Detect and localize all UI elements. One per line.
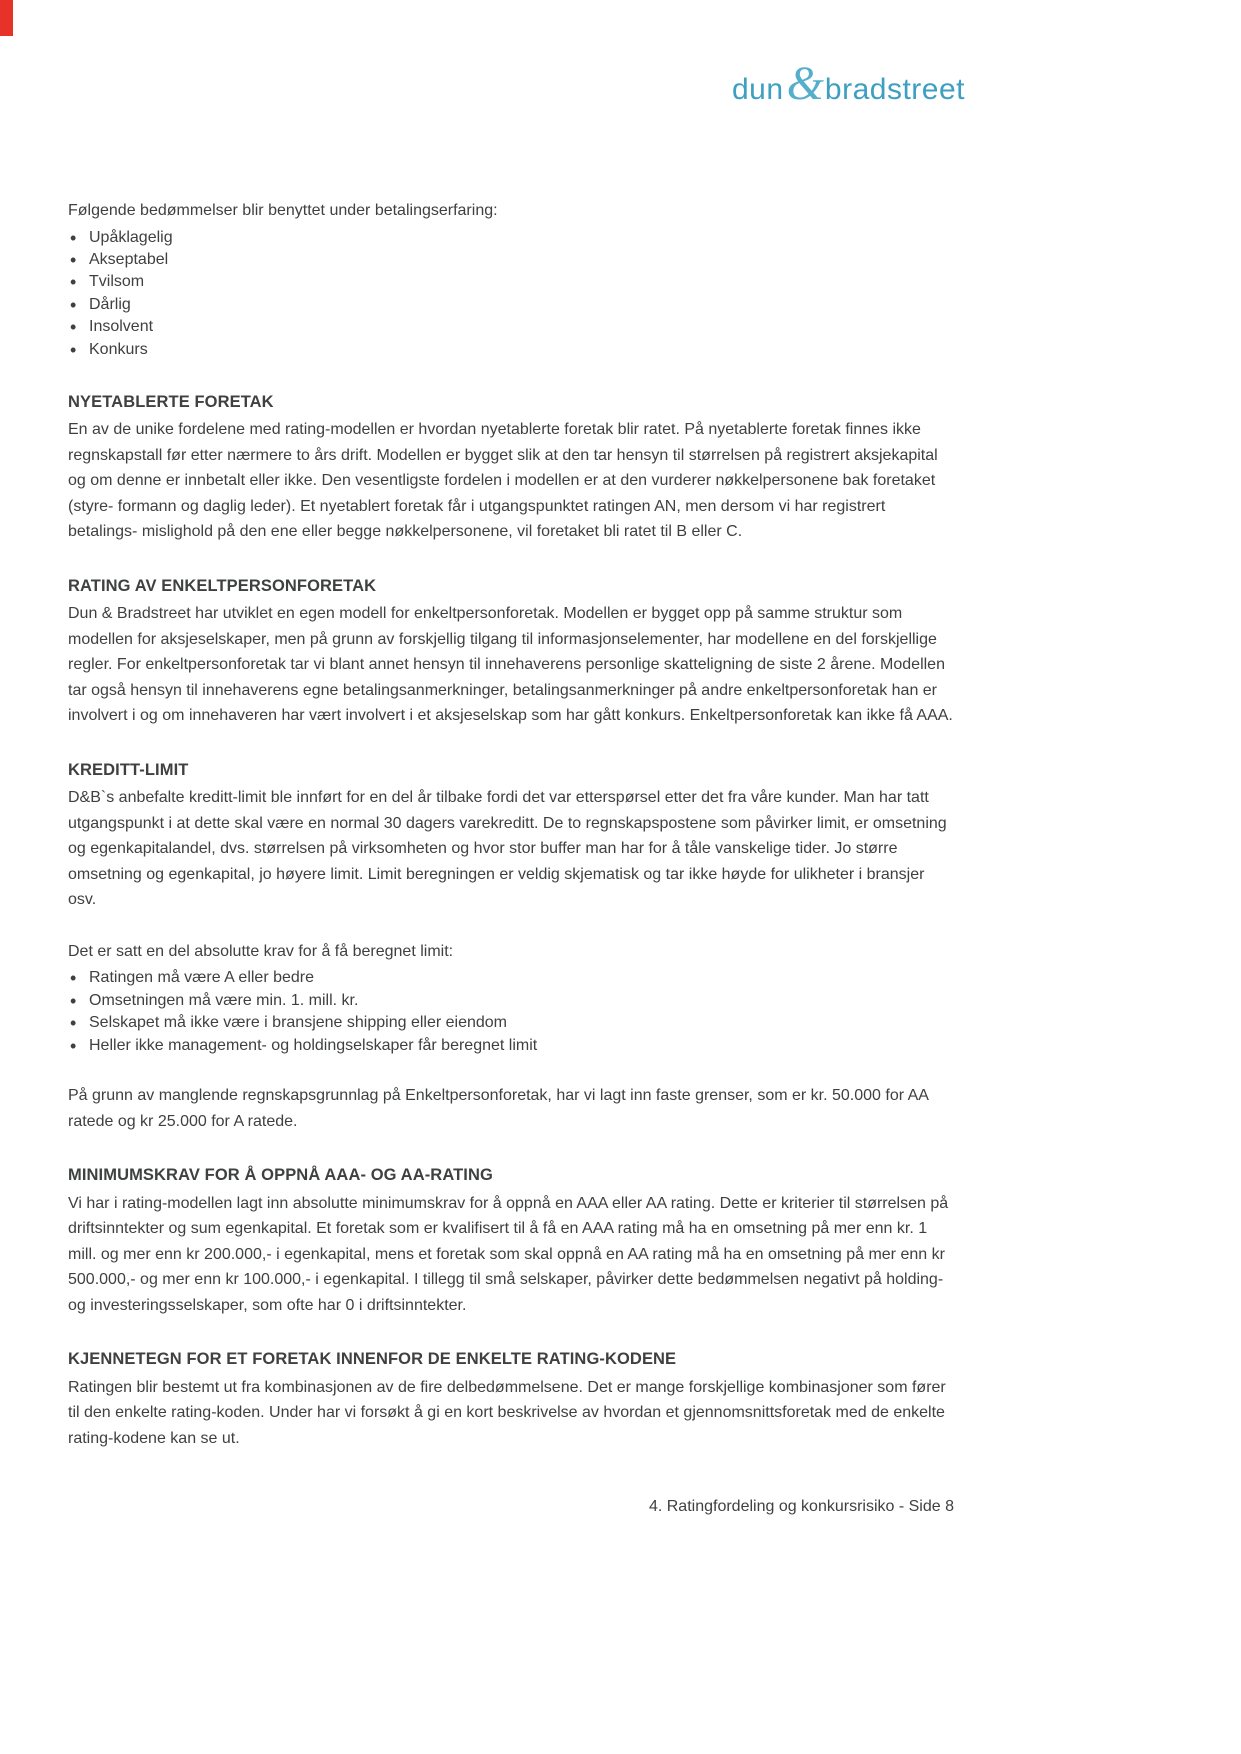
page-corner-mark (0, 0, 13, 36)
list-item: • Dårlig (70, 294, 954, 316)
logo-word-bradstreet: bradstreet (824, 73, 965, 106)
payment-experience-list (70, 227, 954, 361)
section-body: D&B`s anbefalte kreditt-limit ble innført for en del år tilbake fordi det var etterspørsel etter det fra våre kunder. Man har tatt utgangspunkt i at dette skal være en normal 30 dagers varekreditt. De to regnskapspostene som påvirker limit, er omsetning og egenkapitalandel, dvs. størrelsen på virksomheten og hvor stor buffer man har for å tåle vanskelige tider. Jo større omsetning og egenkapital, jo høyere limit. Limit beregningen er veldig skjematisk og tar ikke høyde for ulikheter i bransjer osv. (68, 789, 947, 909)
list-item: • Heller ikke management- og holdingselskaper får beregnet limit (70, 1035, 954, 1057)
dun-bradstreet-logo (732, 57, 965, 110)
section-heading: MINIMUMSKRAV FOR Å OPPNÅ AAA- OG AA-RATING (68, 1166, 493, 1185)
list-item: • Omsetningen må være min. 1. mill. kr. (70, 990, 954, 1012)
section-body-2: På grunn av manglende regnskapsgrunnlag på Enkeltpersonforetak, har vi lagt inn faste grenser, som er kr. 50.000 for AA ratede og kr 25.000 for A ratede. (68, 1087, 929, 1130)
logo-word-dun: dun (732, 73, 784, 106)
section-rating-enkeltpersonforetak (68, 574, 954, 729)
list-item: • Ratingen må være A eller bedre (70, 967, 954, 989)
section-heading: KREDITT-LIMIT (68, 760, 189, 779)
section-body: Dun & Bradstreet har utviklet en egen modell for enkeltpersonforetak. Modellen er bygget opp på samme struktur som modellen for aksjeselskaper, men på grunn av forskjellig tilgang til informasjonselementer, har modellene en del forskjellige regler. For enkeltpersonforetak tar vi blant annet hensyn til innehaverens personlige skatteligning de siste 2 årene. Modellen tar også hensyn til innehaverens egne betalingsanmerkninger, betalingsanmerkninger på andre enkeltpersonforetak han er involvert i og om innehaveren har vært involvert i et aksjeselskap som har gått konkurs. Enkeltpersonforetak kan ikke få AAA. (68, 605, 953, 725)
section-minimumskrav (68, 1163, 954, 1318)
list-item: • Upåklagelig (70, 227, 954, 249)
list-item: • Insolvent (70, 316, 954, 338)
section-kjennetegn (68, 1347, 954, 1451)
section-heading: KJENNETEGN FOR ET FORETAK INNENFOR DE ENKELTE RATING-KODENE (68, 1350, 677, 1369)
list-item: • Tvilsom (70, 271, 954, 293)
section-heading: NYETABLERTE FORETAK (68, 392, 274, 411)
limit-requirements-list (70, 967, 954, 1057)
list-item: • Konkurs (70, 339, 954, 361)
page-footer: 4. Ratingfordeling og konkursrisiko - Side 8 (648, 1498, 954, 1515)
list-item: • Selskapet må ikke være i bransjene shipping eller eiendom (70, 1012, 954, 1034)
section-kreditt-limit (68, 758, 954, 1134)
document-body (68, 198, 954, 1451)
section-body: Ratingen blir bestemt ut fra kombinasjonen av de fire delbedømmelsene. Det er mange forskjellige kombinasjoner som fører til den enkelte rating-koden. Under har vi forsøkt å gi en kort beskrivelse av hvordan et gjennomsnittsforetak med de enkelte rating-kodene kan se ut. (68, 1378, 946, 1447)
section-body: En av de unike fordelene med rating-modellen er hvordan nyetablerte foretak blir ratet. På nyetablerte foretak finnes ikke regnskapstall før etter nærmere to års drift. Modellen er bygget slik at den tar hensyn til størrelsen på registrert aksjekapital og om denne er innbetalt eller ikke. Den vesentligste fordelen i modellen er at den vurderer nøkkelpersonene bak foretaket (styre- formann og daglig leder). Et nyetablert foretak får i utgangspunktet ratingen AN, men dersom vi har registrert betalings- mislighold på den ene eller begge nøkkelpersonene, vil foretaket bli ratet til B eller C. (68, 421, 938, 541)
list-item: • Akseptabel (70, 249, 954, 271)
logo-ampersand: & (786, 57, 824, 110)
limit-requirements-lead: Det er satt en del absolutte krav for å få beregnet limit: (68, 942, 454, 960)
section-nyetablerte-foretak (68, 390, 954, 545)
section-body: Vi har i rating-modellen lagt inn absolutte minimumskrav for å oppnå en AAA eller AA rating. Dette er kriterier til størrelsen på driftsinntekter og sum egenkapital. Et foretak som er kvalifisert til å få en AAA rating må ha en omsetning på mer enn kr. 1 mill. og mer enn kr 200.000,- i egenkapital, mens et foretak som skal oppnå en AA rating må ha en omsetning på mer enn kr 500.000,- og mer enn kr 100.000,- i egenkapital. I tillegg til små selskaper, påvirker dette bedømmelsen negativt på holding- og investeringsselskaper, som ofte har 0 i driftsinntekter. (68, 1194, 949, 1314)
intro-lead: Følgende bedømmelser blir benyttet under betalingserfaring: (68, 202, 498, 219)
section-heading: RATING AV ENKELTPERSONFORETAK (68, 576, 377, 595)
